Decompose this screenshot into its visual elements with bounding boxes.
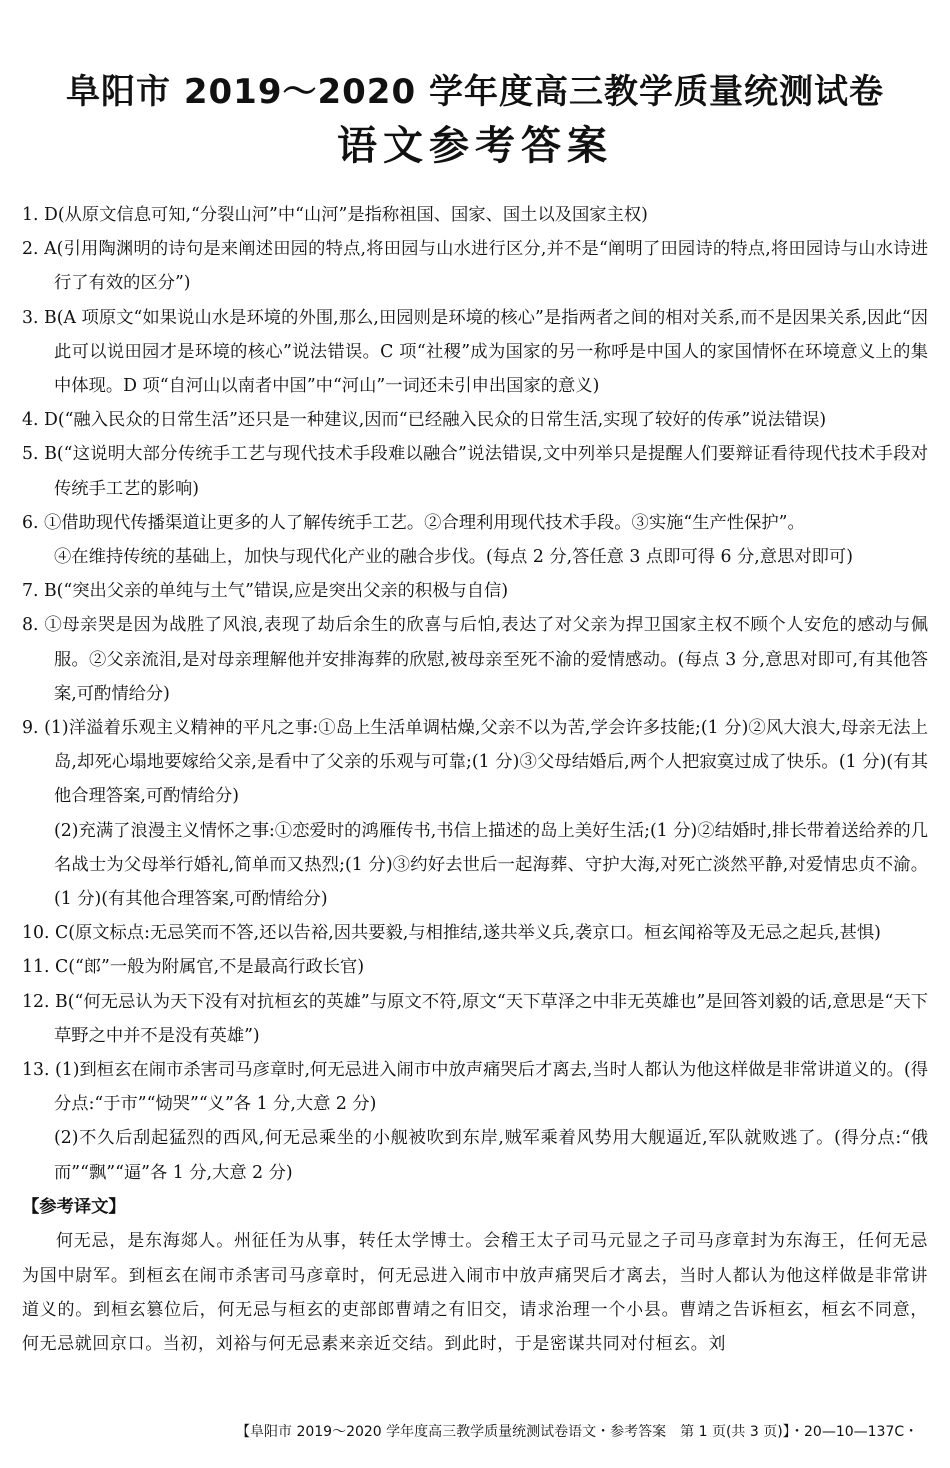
answer-item-7: 7. B(“突出父亲的单纯与土气”错误,应是突出父亲的积极与自信) [22,581,509,602]
answer-item-11: 11. C(“郎”一般为附属官,不是最高行政长官) [22,957,365,978]
answer-item-6-line-1: 6. ①借助现代传播渠道让更多的人了解传统手工艺。②合理利用现代技术手段。③实施“生产性保护”。 [22,512,805,533]
translation-text: 何无忌，是东海郯人。州征任为从事，转任太学博士。会稽王太子司马元显之子司马彦章封为东海王，任何无忌为国中尉军。到桓玄在闹市杀害司马彦章时，何无忌进入闹市中放声痛哭后才离去，当时人都认为他这样做是非常讲道义的。到桓玄篡位后，何无忌与桓玄的吏部郎曹靖之有旧交，请求治理一个小县。曹靖之告诉桓玄，桓玄不同意，何无忌就回京口。当初，刘裕与何无忌素来亲近交结。到此时，于是密谋共同对付桓玄。刘 [22,1231,928,1355]
answer-item-2: 2. A(引用陶渊明的诗句是来阐述田园的特点,将田园与山水进行区分,并不是“阐明了田园诗的特点,将田园诗与山水诗进行了有效的区分”) [22,239,928,294]
answer-item-5: 5. B(“这说明大部分传统手工艺与现代技术手段难以融合”说法错误,文中列举只是提醒人们要辩证看待现代技术手段对传统手工艺的影响) [22,444,928,499]
exam-title: 阜阳市 2019～2020 学年度高三教学质量统测试卷 [66,72,884,112]
answer-item-9-part-1: 9. (1)洋溢着乐观主义精神的平凡之事:①岛上生活单调枯燥,父亲不以为苦,学会许多技能;(1 分)②风大浪大,母亲无法上岛,却死心塌地要嫁给父亲,是看中了父亲的乐观与可靠;(1 分)③父母结婚后,两个人把寂寞过成了快乐。(1 分)(有其他合理答案,可酌情给分) [22,718,928,807]
translation-heading: 【参考译文】 [22,1196,126,1217]
answer-item-9-part-2: (2)充满了浪漫主义情怀之事:①恋爱时的鸿雁传书,书信上描述的岛上美好生活;(1 分)②结婚时,排长带着送给养的几名战士为父母举行婚礼,简单而又热烈;(1 分)③约好去世后一起海葬、守护大海,对死亡淡然平静,对爱情忠贞不渝。(1 分)(有其他合理答案,可酌情给分) [54,820,928,910]
document-subtitle: 语文参考答案 [337,123,613,169]
answer-item-6-line-2: ④在维持传统的基础上，加快与现代化产业的融合步伐。(每点 2 分,答任意 3 点即可得 6 分,意思对即可) [54,547,853,568]
answer-item-3: 3. B(A 项原文“如果说山水是环境的外围,那么,田园则是环境的核心”是指两者之间的相对关系,而不是因果关系,因此“因此可以说田园才是环境的核心”说法错误。C 项“社稷”成为国家的另一称呼是中国人的家国情怀在环境意义上的集中体现。D 项“自河山以南者中国”中“河山”一词还未引申出国家的意义) [22,307,928,397]
answer-item-12: 12. B(“何无忌认为天下没有对抗桓玄的英雄”与原文不符,原文“天下草泽之中非无英雄也”是回答刘毅的话,意思是“天下草野之中并不是没有英雄”) [22,991,928,1046]
answer-item-13-part-2: (2)不久后刮起猛烈的西风,何无忌乘坐的小舰被吹到东岸,贼军乘着风势用大舰逼近,军队就败逃了。(得分点:“俄而”“飘”“逼”各 1 分,大意 2 分) [54,1128,928,1183]
answer-list [22,198,928,1362]
answer-item-1: 1. D(从原文信息可知,“分裂山河”中“山河”是指称祖国、国家、国土以及国家主权) [22,205,648,225]
answer-item-10: 10. C(原文标点:无忌笑而不答,还以告裕,因共要毅,与相推结,遂共举义兵,袭京口。桓玄闻裕等及无忌之起兵,甚惧) [22,923,881,944]
answer-item-4: 4. D(“融入民众的日常生活”还只是一种建议,因而“已经融入民众的日常生活,实现了较好的传承”说法错误) [22,410,827,431]
footer-page-info: 【阜阳市 2019～2020 学年度高三教学质量统测试卷语文・参考答案 第 1 页(共 3 页)】 [236,1424,797,1440]
footer-doc-code: ・20—10—137C・ [790,1424,919,1440]
answer-item-8: 8. ①母亲哭是因为战胜了风浪,表现了劫后余生的欣喜与后怕,表达了对父亲为捍卫国家主权不顾个人安危的感动与佩服。②父亲流泪,是对母亲理解他并安排海葬的欣慰,被母亲至死不渝的爱情感动。(每点 3 分,意思对即可,有其他答案,可酌情给分) [22,615,928,704]
answer-item-13-part-1: 13. (1)到桓玄在闹市杀害司马彦章时,何无忌进入闹市中放声痛哭后才离去,当时人都认为他这样做是非常讲道义的。(得分点:“于市”“恸哭”“义”各 1 分,大意 2 分) [22,1060,928,1115]
